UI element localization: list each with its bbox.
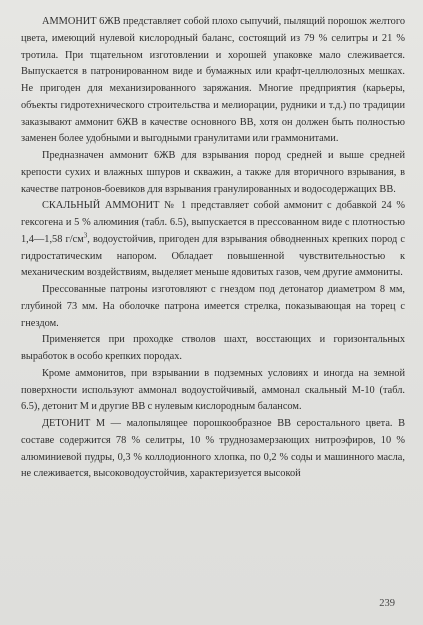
paragraph-application: Применяется при проходке стволов шахт, восстающих и горизонтальных выработок в особо крепких породах.: [21, 334, 405, 362]
paragraph-detonit-m: ДЕТОНИТ М — малопылящее порошкообразное ВВ серостального цвета. В составе содержится 78 % селитры, 10 % труднозамерзающих нитроэфиров, 10 % алюминиевой пудры, 0,3 % коллодионного хлопка, по 0,2 % соды и машинного масла, не слеживается, высоководоустойчив, характеризуется высокой: [21, 418, 405, 480]
paragraph-other-explosives: Кроме аммонитов, при взрывании в подземных условиях и иногда на земной поверхности используют аммонал водоустойчивый, аммонал скальный М-10 (табл. 6.5), детонит М и другие ВВ с нулевым кислородным балансом.: [21, 367, 405, 413]
skalny-ammonit-text-rest: , водоустойчив, пригоден для взрывания обводненных крепких пород с гидростатическим напором. Обладает повышенной чувствительностью к механическим воздействиям, выделяет меньше ядовитых газов, чем другие аммониты.: [21, 233, 405, 279]
paragraph-pressed-cartridges: Прессованные патроны изготовляют с гнездом под детонатор диаметром 8 мм, глубиной 73 мм. На оболочке патрона имеется стрелка, показывающая на торец с гнездом.: [21, 284, 405, 329]
paragraph-skalny-ammonit: [21, 198, 405, 282]
skalny-ammonit-text: СКАЛЬНЫЙ АММОНИТ № 1 представляет собой аммонит с добавкой 24 % гексогена и 5 % алюминия (табл. 6.5), выпускается в прессованном виде с плотностью 1,4—1,58 г/см: [21, 200, 405, 245]
superscript-3: 3: [83, 231, 88, 240]
paragraph-ammonit-6zhv: АММОНИТ 6ЖВ представляет собой плохо сыпучий, пылящий порошок желтого цвета, имеющий нулевой кислородный баланс, состоящий из 79 % селитры и 21 % тротила. При тщательном изготовлении и хорошей упаковке мало слеживается. Выпускается в патронированном виде и бумажных или крафт-целлюлозных мешках. Не пригоден для механизированного заряжания. Многие предприятия (карьеры, объекты гидротехнического строительства и мелиорации, рудники и т.д.) по традиции заказывают аммонит 6ЖВ в качестве основного ВВ, хотя он должен быть полностью заменен более удобными и выгодными гранулитами или граммонитами.: [21, 16, 405, 145]
paragraph-ammonit-purpose: Предназначен аммонит 6ЖВ для взрывания пород средней и выше средней крепости сухих и влажных шпуров и скважин, а также для вторичного взрывания, в качестве патронов-боевиков для взрывания гранулированных и водосодержащих ВВ.: [21, 150, 405, 195]
page-number: 239: [379, 598, 395, 609]
